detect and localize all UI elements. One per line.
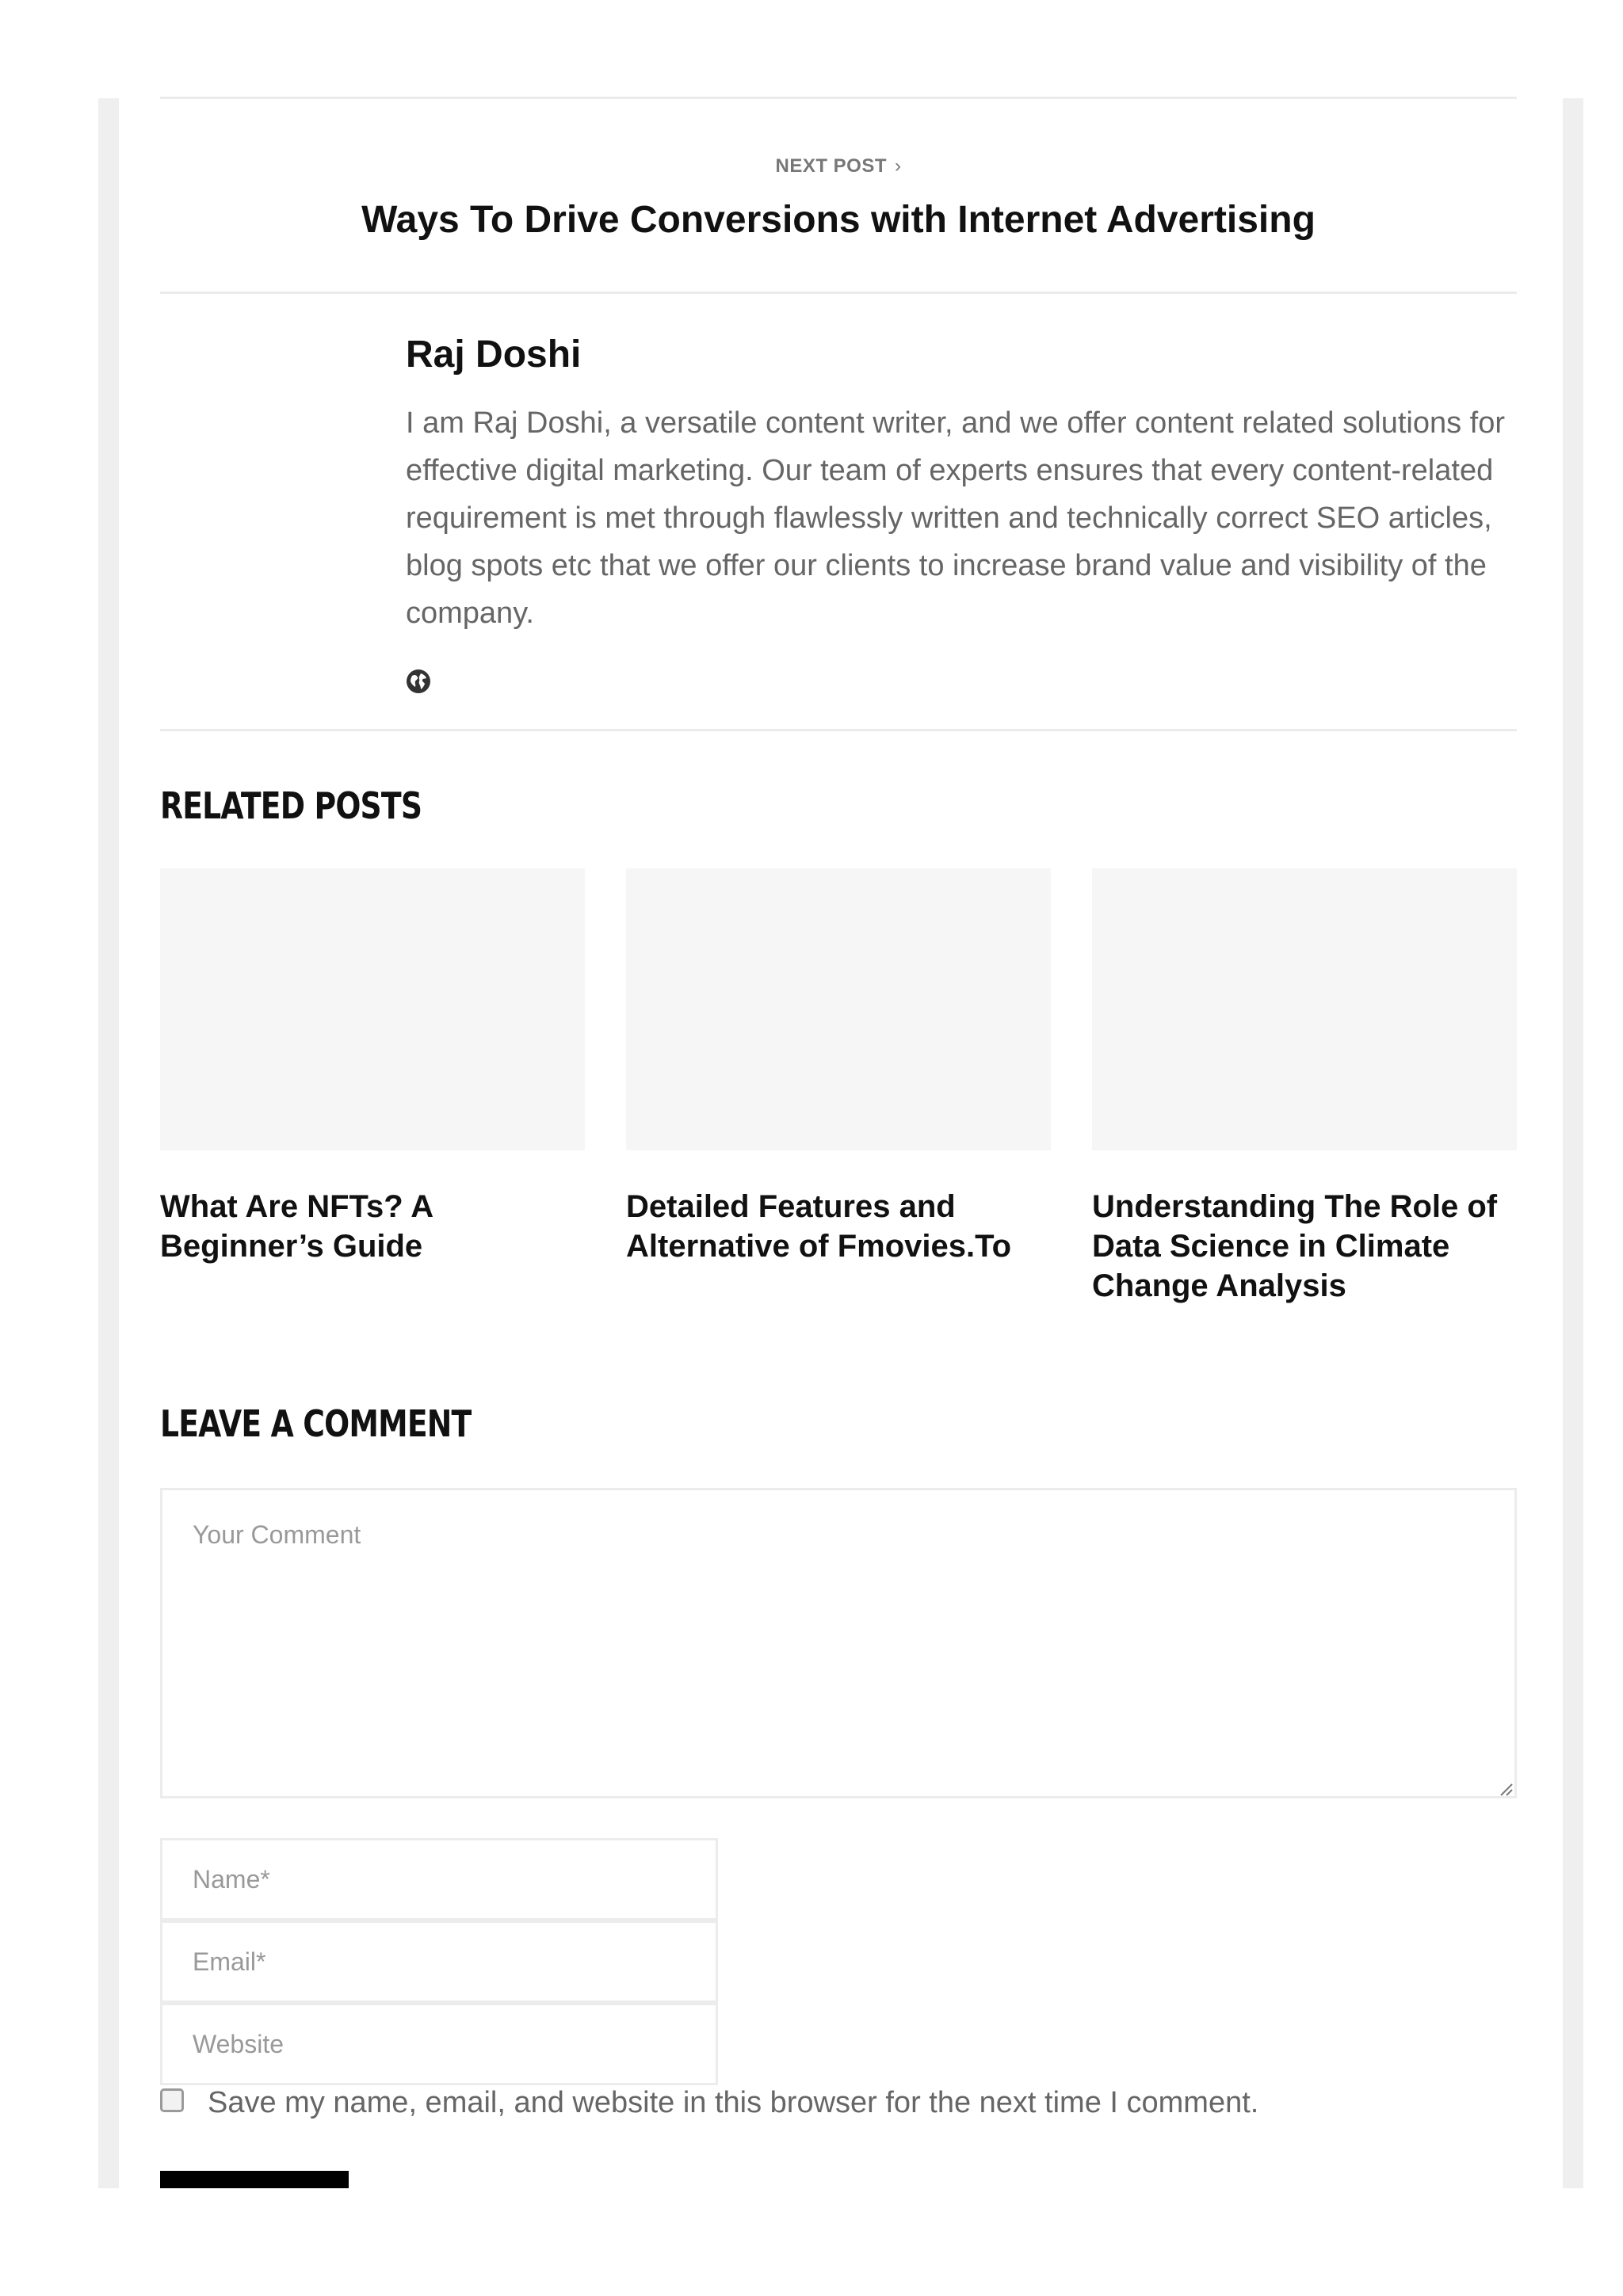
name-field[interactable] [160,1838,718,1920]
next-post-title-link[interactable]: Ways To Drive Conversions with Internet Advertising [361,199,1316,241]
leave-comment-heading: LEAVE A COMMENT [160,1402,472,1445]
chevron-right-icon: › [895,155,902,177]
author-bio: I am Raj Doshi, a versatile content writer, and we offer content related solutions for effective digital marketing. Our team of experts ensures that every content-related requirement is met through flawlessly written and technically correct SEO articles, blog spots etc that we offer our clients to increase brand value and visibility of the company. [406,406,1505,630]
related-posts-heading: RELATED POSTS [160,784,422,827]
divider [160,97,1517,99]
divider [160,292,1517,294]
author-name[interactable]: Raj Doshi [406,334,582,376]
related-post-thumbnail[interactable] [160,868,585,1150]
related-post-title[interactable]: Detailed Features and Alternative of Fmovies.To [626,1189,1012,1264]
related-post-card[interactable] [1092,868,1517,1306]
related-post-card[interactable] [626,868,1051,1266]
post-comment-button[interactable] [160,2171,349,2188]
related-post-thumbnail[interactable] [1092,868,1517,1150]
page-frame-right [1563,98,1583,2188]
related-post-thumbnail[interactable] [626,868,1051,1150]
related-post-title[interactable]: What Are NFTs? A Beginner’s Guide [160,1189,433,1264]
related-post-title[interactable]: Understanding The Role of Data Science in Climate Change Analysis [1092,1189,1498,1303]
comment-textarea[interactable] [160,1488,1517,1798]
save-info-label[interactable]: Save my name, email, and website in this browser for the next time I comment. [208,2086,1259,2119]
save-info-checkbox[interactable] [160,2088,184,2112]
website-field[interactable] [160,2003,718,2085]
next-post-label[interactable] [160,155,1517,177]
globe-icon[interactable] [406,669,431,694]
divider [160,729,1517,731]
next-post-label-text: NEXT POST [775,155,888,177]
save-info-row [160,2085,1517,2125]
email-field[interactable] [160,1920,718,2003]
author-box [406,330,1517,637]
related-post-card[interactable] [160,868,585,1266]
resize-handle-icon[interactable] [1498,1781,1514,1797]
page-frame-left [98,98,119,2188]
